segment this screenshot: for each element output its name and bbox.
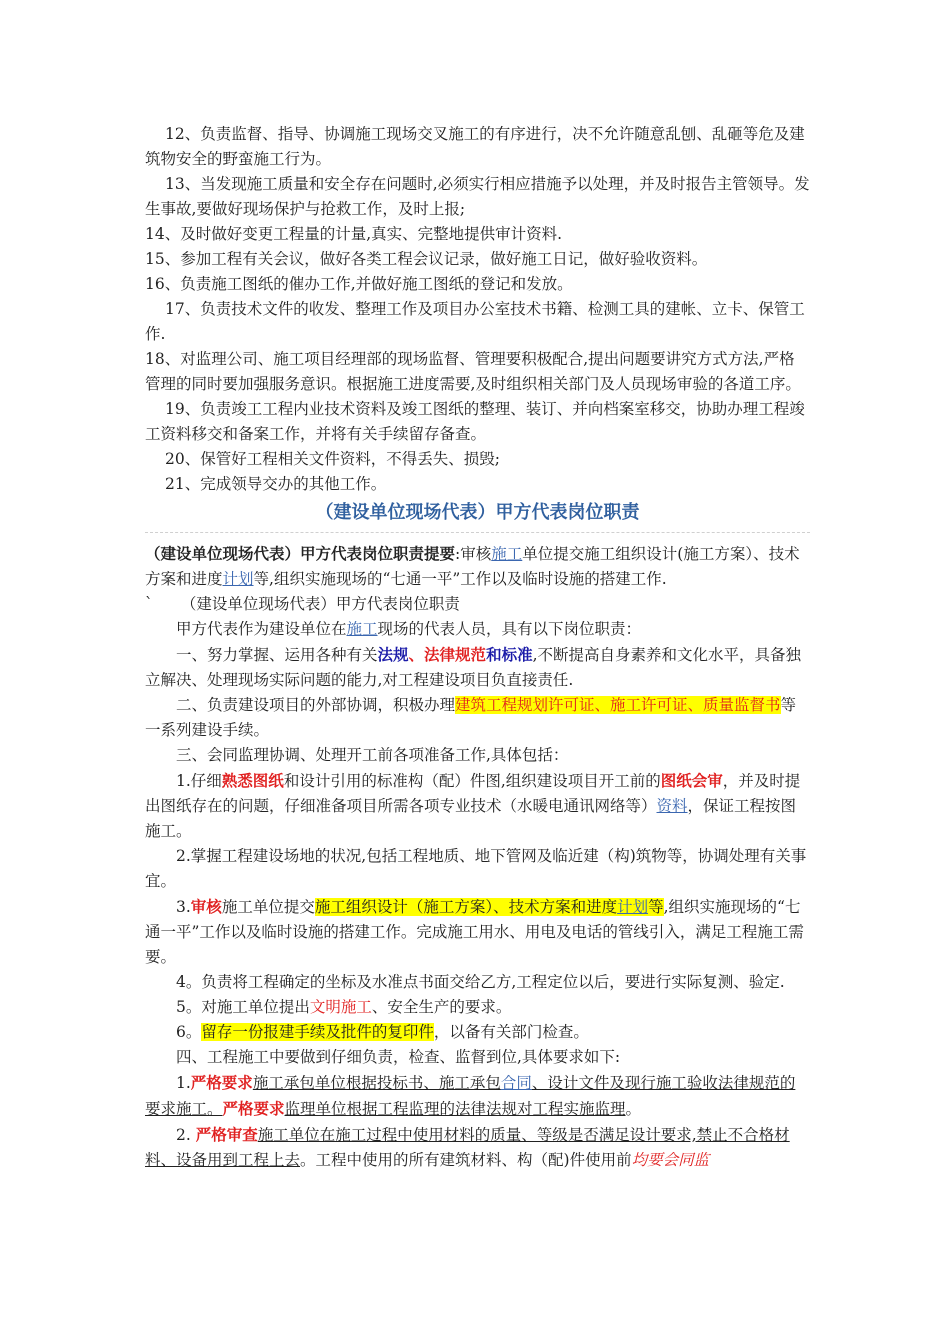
item-2: 2.掌握工程建设场地的状况,包括工程地质、地下管网及临近建（构)筑物等，协调处理有关事宜。 [145, 847, 807, 890]
item-text: ，并及时提出图纸存在的问题，仔细准备项目所需各项专业技术（水暖电通讯网络等） [145, 772, 801, 815]
underlined-text: 施工承包单位根据投标书、施工承包 [252, 1074, 501, 1092]
item-5 [145, 995, 810, 1020]
link-jihua-item[interactable]: 计划 [617, 898, 649, 916]
summary-paragraph [145, 541, 810, 592]
emphasis-shuxitu: 熟悉图纸 [221, 771, 284, 790]
req-text: 1. [176, 1074, 191, 1092]
paragraph-13: 13、当发现施工质量和安全存在问题时,必须实行相应措施予以处理，并及时报告主管领导。发生事故,要做好现场保护与抢救工作，及时上报; [145, 175, 810, 218]
underlined-text: 监理单位根据工程监理的法律法规对工程实施监理 [284, 1100, 626, 1118]
summary-label: （建设单位现场代表）甲方代表岗位职责提要 [145, 544, 456, 563]
item-text: 施工单位提交 [221, 898, 315, 916]
highlight-plan: 施工组织设计（施工方案）、技术方案和进度 [314, 898, 618, 916]
section-text: 一、努力掌握、运用各种有关 [176, 646, 378, 664]
intro-text: 甲方代表作为建设单位在 [176, 620, 347, 638]
link-hetong[interactable]: 合同 [500, 1074, 532, 1092]
item-text: 3. [176, 898, 191, 916]
summary-text: :审核 [455, 545, 492, 563]
section-4: 四、工程施工中要做到仔细负责，检查、监督到位,具体要求如下: [176, 1048, 621, 1066]
section-2 [145, 693, 810, 743]
paragraph-19: 19、负责竣工工程内业技术资料及竣工图纸的整理、装订、并向档案室移交，协助办理工程竣工资料移交和备案工作，并将有关手续留存备查。 [145, 400, 805, 443]
intro-text: 现场的代表人员，具有以下岗位职责： [377, 620, 642, 638]
section-text: 等一系列建设手续。 [145, 696, 797, 739]
highlight-deng: 等 [648, 898, 664, 916]
highlight-copy: 留存一份报建手续及批件的复印件 [201, 1023, 434, 1041]
summary-text: 等,组织实施现场的“七通一平”工作以及临时设施的搭建工作. [253, 570, 667, 588]
item-3 [145, 894, 810, 970]
item-text: 、安全生产的要求。 [371, 998, 512, 1016]
item-6 [145, 1020, 810, 1045]
item-text: ，保证工程按图施工。 [145, 797, 797, 840]
req-2 [145, 1122, 810, 1173]
link-ziliao[interactable]: 资料 [656, 797, 688, 815]
paragraph-14: 14、及时做好变更工程量的计量,真实、完整地提供审计资料. [145, 225, 563, 243]
item-text: 5。对施工单位提出 [176, 998, 310, 1016]
underlined-text: 、设计文件及现行施工验收法律规范的要求施工。 [145, 1074, 796, 1118]
item-text: ，以备有关部门检查。 [433, 1023, 589, 1041]
subtitle: ` （建设单位现场代表）甲方代表岗位职责 [145, 595, 460, 613]
item-text: 1.仔细 [176, 772, 222, 790]
underlined-text: 施工单位在施工过程中使用材料的质量、等级是否满足设计要求,禁止不合格材料、设备用到工程上去 [145, 1126, 790, 1169]
link-shigong-intro[interactable]: 施工 [346, 620, 378, 638]
item-4: 4。负责将工程确定的坐标及水准点书面交给乙方,工程定位以后，要进行实际复测、验定. [176, 973, 785, 991]
section-3: 三、会同监理协调、处理开工前各项准备工作,具体包括： [176, 746, 569, 764]
separator: 、 [408, 645, 425, 664]
section-text: 二、负责建设项目的外部协调，积极办理 [176, 696, 456, 714]
link-jihua[interactable]: 计划 [222, 570, 254, 588]
paragraph-17: 17、负责技术文件的收发、整理工作及项目办公室技术书籍、检测工具的建帐、立卡、保管工作. [145, 300, 805, 343]
emphasis-yangeyaoqiu: 严格要求 [190, 1073, 253, 1092]
item-1 [145, 768, 810, 844]
link-shigong[interactable]: 施工 [491, 545, 523, 563]
paragraph-20: 20、保管好工程相关文件资料，不得丢失、损毁; [165, 450, 500, 468]
section-title: （建设单位现场代表）甲方代表岗位职责 [145, 499, 810, 533]
paragraph-16: 16、负责施工图纸的催办工作,并做好施工图纸的登记和发放。 [145, 275, 573, 293]
emphasis-shenhe: 审核 [190, 897, 222, 916]
item-text: ,组织实施现场的“七通一平”工作以及临时设施的搭建工作。完成施工用水、用电及电话的管线引入，满足工程施工需要。 [145, 898, 804, 966]
emphasis-yangeyaoqiu-2: 严格要求 [222, 1099, 285, 1118]
emphasis-yangeshencha: 严格审查 [195, 1125, 258, 1144]
item-text: 6。 [176, 1023, 202, 1041]
highlight-permits: 建筑工程规划许可证、施工许可证、质量监督书 [455, 696, 781, 714]
emphasis-wenming: 文明施工 [309, 998, 372, 1016]
item-text: 和设计引用的标准构（配）件图,组织建设项目开工前的 [283, 772, 661, 790]
emphasis-tuzhihuishen: 图纸会审 [660, 771, 723, 790]
paragraph-12: 12、负责监督、指导、协调施工现场交叉施工的有序进行，决不允许随意乱刨、乱砸等危及建筑物安全的野蛮施工行为。 [145, 125, 805, 168]
req-text: 。工程中使用的所有建筑材料、构（配)件使用前 [300, 1151, 632, 1169]
req-text: 2. [176, 1126, 196, 1144]
emphasis-fagui: 法规 [377, 645, 409, 664]
paragraph-21: 21、完成领导交办的其他工作。 [165, 475, 387, 493]
document-body [145, 122, 810, 1173]
intro-paragraph [145, 617, 810, 642]
section-text: ,不断提高自身素养和文化水平，具备独立解决、处理现场实际问题的能力,对工程建设项目负直接责任. [145, 646, 802, 689]
paragraph-15: 15、参加工程有关会议，做好各类工程会议记录，做好施工日记，做好验收资料。 [145, 250, 708, 268]
paragraph-18: 18、对监理公司、施工项目经理部的现场监督、管理要积极配合,提出问题要讲究方式方法,严格管理的同时要加强服务意识。根据施工进度需要,及时组织相关部门及人员现场审验的各道工序。 [145, 350, 801, 393]
req-text: 。 [625, 1100, 642, 1118]
emphasis-biaozhun: 和标准 [486, 645, 533, 664]
emphasis-falvguifan: 法律规范 [424, 645, 487, 664]
section-1 [145, 642, 810, 693]
summary-text: 单位提交施工组织设计(施工方案）、技术方案和进度 [145, 545, 800, 588]
req-1 [145, 1070, 810, 1122]
italic-emphasis: 均要会同监 [631, 1151, 710, 1169]
